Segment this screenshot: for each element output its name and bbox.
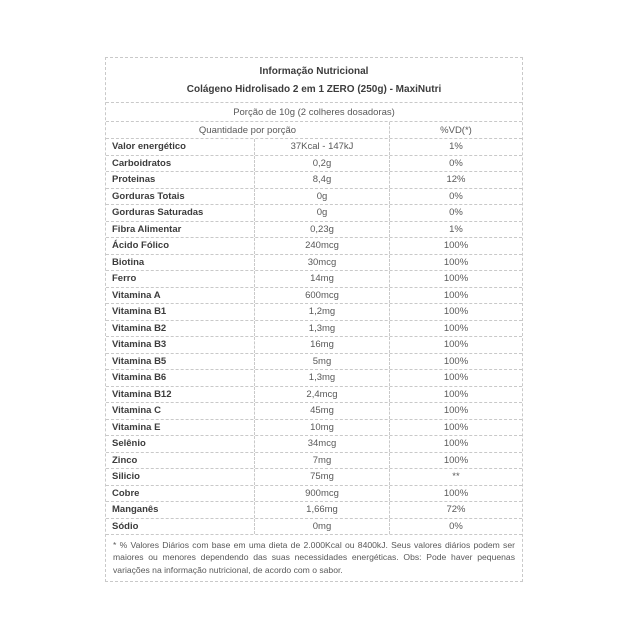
row-quantity: 45mg bbox=[254, 403, 389, 419]
row-nutrient: Manganês bbox=[112, 504, 159, 516]
row-quantity: 5mg bbox=[254, 354, 389, 370]
row-nutrient: Vitamina C bbox=[112, 405, 161, 417]
table-row bbox=[106, 321, 522, 338]
row-nutrient: Vitamina B2 bbox=[112, 322, 167, 334]
row-daily-value: 0% bbox=[389, 519, 522, 535]
row-daily-value: 100% bbox=[389, 387, 522, 403]
row-quantity: 600mcg bbox=[254, 288, 389, 304]
row-daily-value: 100% bbox=[389, 370, 522, 386]
row-quantity: 7mg bbox=[254, 453, 389, 469]
row-nutrient: Fibra Alimentar bbox=[112, 223, 182, 235]
table-row bbox=[106, 486, 522, 503]
row-daily-value: 100% bbox=[389, 304, 522, 320]
row-nutrient: Biotina bbox=[112, 256, 145, 268]
quantity-column-header: Quantidade por porção bbox=[198, 124, 297, 136]
row-daily-value: 0% bbox=[389, 205, 522, 221]
row-daily-value: ** bbox=[389, 469, 522, 485]
table-row bbox=[106, 205, 522, 222]
row-quantity: 0,23g bbox=[254, 222, 389, 238]
table-row bbox=[106, 222, 522, 239]
nutrition-rows bbox=[106, 139, 522, 535]
row-quantity: 34mcg bbox=[254, 436, 389, 452]
row-quantity: 30mcg bbox=[254, 255, 389, 271]
table-row bbox=[106, 139, 522, 156]
row-quantity: 1,3mg bbox=[254, 370, 389, 386]
row-daily-value: 100% bbox=[389, 337, 522, 353]
column-header-row bbox=[106, 122, 522, 139]
row-nutrient: Vitamina B1 bbox=[112, 306, 167, 318]
footnote-text: * % Valores Diários com base em uma dieta de 2.000Kcal ou 8400kJ. Seus valores diários podem ser maiores ou menores dependendo das suas necessidades energéticas. Obs: Pode haver pequenas variações na informação nutricional, de acordo com o sabor. bbox=[113, 540, 515, 575]
table-row bbox=[106, 189, 522, 206]
row-nutrient: Proteinas bbox=[112, 174, 156, 186]
row-quantity: 16mg bbox=[254, 337, 389, 353]
row-daily-value: 1% bbox=[389, 222, 522, 238]
row-daily-value: 100% bbox=[389, 288, 522, 304]
row-daily-value: 1% bbox=[389, 139, 522, 155]
table-row bbox=[106, 436, 522, 453]
row-nutrient: Zinco bbox=[112, 454, 138, 466]
daily-value-column-header: %VD(*) bbox=[389, 122, 522, 138]
row-daily-value: 100% bbox=[389, 321, 522, 337]
portion-row bbox=[106, 103, 522, 122]
row-daily-value: 0% bbox=[389, 156, 522, 172]
table-row bbox=[106, 354, 522, 371]
row-quantity: 240mcg bbox=[254, 238, 389, 254]
table-row bbox=[106, 469, 522, 486]
table-row bbox=[106, 519, 522, 536]
table-row bbox=[106, 403, 522, 420]
table-row bbox=[106, 172, 522, 189]
table-row bbox=[106, 271, 522, 288]
table-title: Informação Nutricional bbox=[259, 66, 369, 77]
row-nutrient: Vitamina B12 bbox=[112, 388, 172, 400]
table-row bbox=[106, 238, 522, 255]
table-row bbox=[106, 337, 522, 354]
row-nutrient: Sódio bbox=[112, 520, 139, 532]
row-daily-value: 12% bbox=[389, 172, 522, 188]
row-daily-value: 100% bbox=[389, 354, 522, 370]
row-quantity: 1,2mg bbox=[254, 304, 389, 320]
table-row bbox=[106, 387, 522, 404]
row-nutrient: Carboidratos bbox=[112, 157, 172, 169]
nutrition-table bbox=[105, 57, 523, 582]
table-row bbox=[106, 304, 522, 321]
row-daily-value: 72% bbox=[389, 502, 522, 518]
row-quantity: 1,3mg bbox=[254, 321, 389, 337]
table-row bbox=[106, 502, 522, 519]
row-quantity: 1,66mg bbox=[254, 502, 389, 518]
row-nutrient: Gorduras Saturadas bbox=[112, 207, 204, 219]
row-daily-value: 100% bbox=[389, 271, 522, 287]
row-quantity: 900mcg bbox=[254, 486, 389, 502]
row-nutrient: Ferro bbox=[112, 273, 137, 285]
row-quantity: 10mg bbox=[254, 420, 389, 436]
row-quantity: 0g bbox=[254, 205, 389, 221]
row-nutrient: Selênio bbox=[112, 438, 146, 450]
row-daily-value: 100% bbox=[389, 420, 522, 436]
table-row bbox=[106, 370, 522, 387]
row-daily-value: 100% bbox=[389, 403, 522, 419]
portion-text: Porção de 10g (2 colheres dosadoras) bbox=[233, 106, 395, 118]
row-quantity: 75mg bbox=[254, 469, 389, 485]
row-quantity: 14mg bbox=[254, 271, 389, 287]
row-quantity: 0g bbox=[254, 189, 389, 205]
product-subtitle: Colágeno Hidrolisado 2 em 1 ZERO (250g) - MaxiNutri bbox=[186, 84, 442, 95]
row-quantity: 2,4mcg bbox=[254, 387, 389, 403]
row-daily-value: 100% bbox=[389, 436, 522, 452]
row-nutrient: Valor energético bbox=[112, 141, 186, 153]
row-quantity: 0,2g bbox=[254, 156, 389, 172]
row-nutrient: Gorduras Totais bbox=[112, 190, 185, 202]
row-daily-value: 100% bbox=[389, 238, 522, 254]
row-nutrient: Silicio bbox=[112, 471, 140, 483]
table-row bbox=[106, 453, 522, 470]
row-nutrient: Ácido Fólico bbox=[112, 240, 169, 252]
table-row bbox=[106, 288, 522, 305]
row-quantity: 8,4g bbox=[254, 172, 389, 188]
row-quantity: 0mg bbox=[254, 519, 389, 535]
row-daily-value: 100% bbox=[389, 255, 522, 271]
table-row bbox=[106, 255, 522, 272]
row-nutrient: Vitamina E bbox=[112, 421, 161, 433]
row-quantity: 37Kcal - 147kJ bbox=[254, 139, 389, 155]
row-nutrient: Vitamina B5 bbox=[112, 355, 167, 367]
row-nutrient: Vitamina B3 bbox=[112, 339, 167, 351]
title-block bbox=[106, 58, 522, 103]
table-row bbox=[106, 420, 522, 437]
row-daily-value: 0% bbox=[389, 189, 522, 205]
row-nutrient: Vitamina B6 bbox=[112, 372, 167, 384]
table-row bbox=[106, 156, 522, 173]
row-nutrient: Cobre bbox=[112, 487, 140, 499]
row-nutrient: Vitamina A bbox=[112, 289, 161, 301]
row-daily-value: 100% bbox=[389, 486, 522, 502]
row-daily-value: 100% bbox=[389, 453, 522, 469]
